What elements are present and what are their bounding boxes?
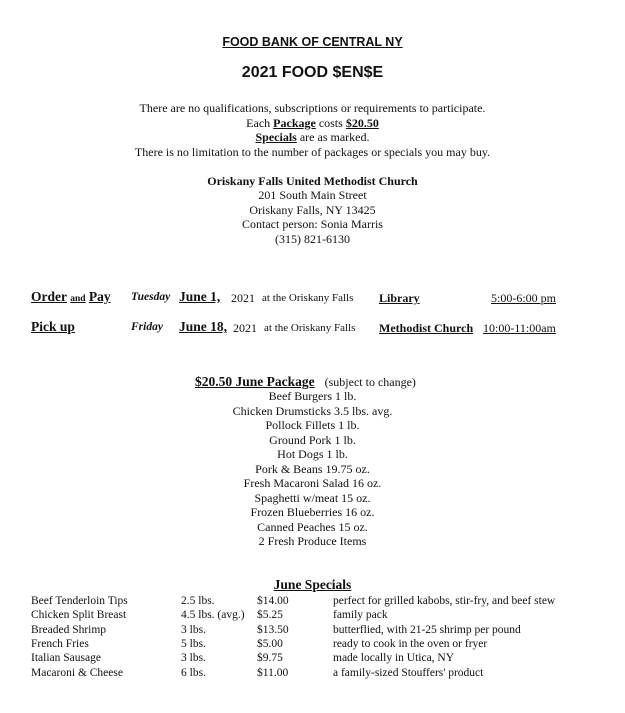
package-item: Pork & Beans 19.75 oz.: [255, 461, 370, 476]
specials-word: Specials: [255, 130, 297, 144]
specials-title: June Specials: [273, 577, 352, 592]
intro-line-3: [0, 130, 625, 145]
special-qty: 3 lbs.: [181, 652, 206, 665]
order-place: Library: [379, 291, 420, 305]
order-label: Order: [31, 289, 67, 304]
order-time: 5:00-6:00 pm: [491, 291, 556, 305]
special-price: $9.75: [257, 652, 283, 665]
package-item: Beef Burgers 1 lb.: [268, 389, 357, 403]
pickup-label: Pick up: [31, 319, 75, 334]
special-price: $14.00: [257, 595, 289, 607]
special-item: French Fries: [31, 637, 89, 650]
location-city: Oriskany Falls, NY 13425: [249, 203, 376, 217]
package-item: 2 Fresh Produce Items: [258, 534, 367, 548]
package-item: Canned Peaches 15 oz.: [257, 519, 368, 534]
special-desc: made locally in Utica, NY: [333, 652, 455, 665]
package-item: Frozen Blueberries 16 oz.: [250, 505, 375, 519]
package-word: Package: [273, 116, 316, 130]
package-item: Pollock Fillets 1 lb.: [265, 418, 360, 432]
package-item: Ground Pork 1 lb.: [269, 432, 356, 447]
package-title: $20.50 June Package: [195, 374, 315, 389]
pay-label: Pay: [88, 289, 111, 304]
special-qty: 5 lbs.: [181, 637, 206, 650]
order-at: at the Oriskany Falls: [262, 292, 354, 304]
location-street: 201 South Main Street: [258, 188, 367, 202]
special-qty: 6 lbs.: [181, 666, 206, 679]
package-item: Fresh Macaroni Salad 16 oz.: [243, 476, 382, 490]
pickup-time: 10:00-11:00am: [483, 321, 556, 335]
intro-costs: costs: [315, 116, 346, 130]
pickup-at: at the Oriskany Falls: [264, 322, 356, 334]
special-desc: butterflied, with 21-25 shrimp per pound: [333, 623, 521, 636]
order-pay-label: [31, 289, 111, 305]
special-desc: family pack: [333, 609, 388, 622]
special-qty: 2.5 lbs.: [181, 595, 215, 607]
pickup-place: Methodist Church: [379, 321, 474, 335]
order-day: Tuesday: [131, 291, 171, 303]
special-desc: perfect for grilled kabobs, stir-fry, and beef stew: [333, 595, 556, 607]
special-item: Macaroni & Cheese: [31, 666, 123, 679]
pickup-date: June 18,: [179, 319, 228, 334]
special-qty: 3 lbs.: [181, 623, 206, 636]
page-title: 2021 FOOD $EN$E: [241, 64, 384, 81]
package-item: Hot Dogs 1 lb.: [277, 447, 348, 461]
special-item: Breaded Shrimp: [31, 623, 107, 636]
package-price: $20.50: [345, 116, 379, 130]
package-items: [0, 389, 625, 549]
special-desc: a family-sized Stouffers' product: [333, 666, 484, 679]
special-price: $11.00: [257, 666, 289, 679]
location-name: Oriskany Falls United Methodist Church: [207, 174, 418, 188]
special-item: Chicken Split Breast: [31, 609, 127, 622]
special-price: $5.25: [257, 609, 283, 622]
package-item: Chicken Drumsticks 3.5 lbs. avg.: [232, 403, 393, 418]
intro-each: Each: [246, 116, 274, 130]
special-price: $13.50: [257, 623, 289, 636]
location-phone: (315) 821-6130: [275, 232, 350, 246]
special-item: Beef Tenderloin Tips: [31, 595, 128, 607]
package-item: Spaghetti w/meat 15 oz.: [254, 490, 371, 505]
org-name: FOOD BANK OF CENTRAL NY: [222, 35, 403, 49]
location-contact: Contact person: Sonia Marris: [242, 217, 383, 231]
and-label: and: [70, 294, 86, 304]
intro-as-marked: are as marked.: [296, 130, 370, 144]
package-note: (subject to change): [324, 375, 416, 389]
order-year: 2021: [231, 291, 255, 305]
special-price: $5.00: [257, 637, 283, 650]
pickup-day: Friday: [131, 321, 163, 333]
intro-line-1: There are no qualifications, subscriptions or requirements to participate.: [139, 101, 486, 115]
order-date: June 1,: [179, 289, 221, 304]
intro-line-2: [0, 116, 625, 131]
intro-line-4: There is no limitation to the number of packages or specials you may buy.: [134, 145, 491, 159]
special-desc: ready to cook in the oven or fryer: [333, 637, 488, 650]
special-item: Italian Sausage: [31, 652, 101, 665]
special-qty: 4.5 lbs. (avg.): [181, 609, 245, 622]
pickup-year: 2021: [233, 321, 257, 335]
